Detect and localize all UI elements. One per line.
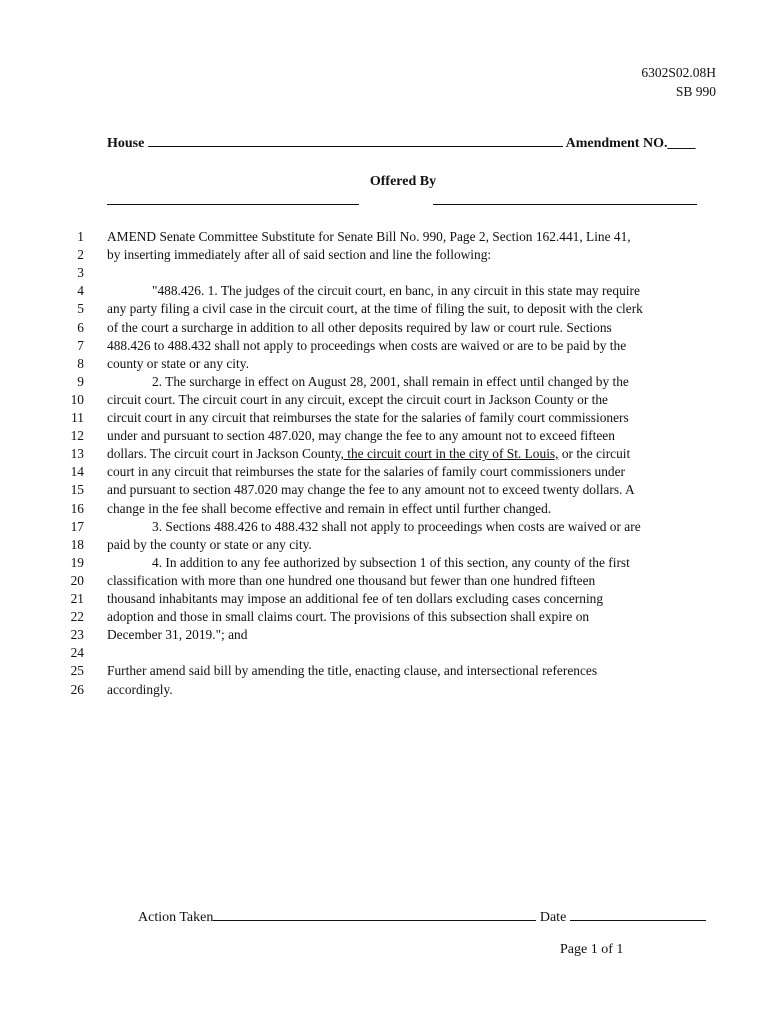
line-number: 23: [70, 627, 84, 642]
line-text: "488.426. 1. The judges of the circuit court, en banc, in any circuit in this state may require: [152, 283, 640, 298]
body-line: [0, 282, 770, 300]
line-text: circuit court in any circuit that reimburses the state for the salaries of family court commissioners: [107, 410, 629, 425]
body-line: [0, 264, 770, 282]
line-text: Further amend said bill by amending the title, enacting clause, and intersectional references: [107, 663, 598, 678]
body-line: [0, 500, 770, 518]
line-text: circuit court. The circuit court in any circuit, except the circuit court in Jackson County or the: [107, 392, 608, 407]
line-number: 19: [70, 555, 84, 570]
body-line: [0, 427, 770, 445]
line-number: 5: [77, 301, 84, 316]
body-line: [0, 246, 770, 264]
body-line: [0, 463, 770, 481]
line-text: December 31, 2019."; and: [107, 627, 248, 642]
body-line: [0, 572, 770, 590]
line-text: adoption and those in small claims court. The provisions of this subsection shall expire on: [107, 609, 590, 624]
line-text-part: or the circuit: [558, 446, 631, 461]
page-number: Page 1 of 1: [560, 942, 624, 957]
action-taken-row: [138, 906, 706, 926]
body-line: [0, 590, 770, 608]
line-number: 17: [70, 519, 84, 534]
line-number: 7: [77, 338, 84, 353]
line-number: 26: [70, 682, 84, 697]
body-line: [0, 662, 770, 680]
line-text: 2. The surcharge in effect on August 28, 2001, shall remain in effect until changed by the: [152, 374, 629, 389]
line-text: change in the fee shall become effective and remain in effect until further changed.: [107, 501, 552, 516]
line-text: court in any circuit that reimburses the state for the salaries of family court commissioners under: [107, 464, 625, 479]
body-line: [0, 536, 770, 554]
body-line: [0, 319, 770, 337]
line-text: any party filing a civil case in the circuit court, at the time of filing the suit, to deposit with the clerk: [107, 301, 643, 316]
line-number: 11: [71, 410, 84, 425]
line-number: 15: [70, 482, 84, 497]
line-number: 21: [70, 591, 84, 606]
house-amendment-row: [107, 136, 713, 152]
date-label: Date: [539, 910, 567, 925]
action-taken-label: Action Taken: [138, 910, 214, 925]
line-number: 24: [70, 645, 84, 660]
body-line: [0, 554, 770, 572]
line-number: 22: [70, 609, 84, 624]
signature-line-right: [433, 204, 697, 205]
action-taken-line: [213, 906, 536, 921]
line-text: paid by the county or state or any city.: [107, 537, 312, 552]
body-line: [0, 626, 770, 644]
house-label: House: [107, 136, 145, 151]
line-text: 3. Sections 488.426 to 488.432 shall not apply to proceedings when costs are waived or are: [152, 519, 641, 534]
body-line: [0, 228, 770, 246]
line-text: [107, 445, 630, 463]
line-number: 12: [70, 428, 84, 443]
line-number: 13: [70, 446, 84, 461]
line-text: AMEND Senate Committee Substitute for Senate Bill No. 990, Page 2, Section 162.441, Line 41,: [107, 229, 631, 244]
body-line: [0, 409, 770, 427]
bill-number: SB 990: [675, 84, 716, 99]
body-line: [0, 644, 770, 662]
body-line: [0, 337, 770, 355]
line-number: 4: [77, 283, 84, 298]
body-line: [0, 481, 770, 499]
body-line: [0, 518, 770, 536]
line-text: thousand inhabitants may impose an additional fee of ten dollars excluding cases concerning: [107, 591, 604, 606]
line-number: 14: [70, 464, 84, 479]
line-number: 9: [77, 374, 84, 389]
line-number: 25: [70, 663, 84, 678]
document-id: 6302S02.08H: [641, 65, 716, 80]
inserted-text: , the circuit court in the city of St. Louis,: [340, 446, 559, 461]
line-number: 18: [70, 537, 84, 552]
line-text: accordingly.: [107, 682, 173, 697]
line-number: 20: [70, 573, 84, 588]
amendment-label: Amendment NO.____: [565, 136, 696, 151]
line-text: 4. In addition to any fee authorized by subsection 1 of this section, any county of the first: [152, 555, 630, 570]
line-text-part: dollars. The circuit court in Jackson County: [107, 446, 341, 461]
signature-line-left: [107, 204, 359, 205]
body-line: [0, 300, 770, 318]
body-line: [0, 373, 770, 391]
line-number: 2: [77, 247, 84, 262]
body-line: [0, 608, 770, 626]
line-text: 488.426 to 488.432 shall not apply to proceedings when costs are waived or are to be paid by the: [107, 338, 627, 353]
line-text: county or state or any city.: [107, 356, 249, 371]
date-line: [570, 906, 706, 921]
line-text: by inserting immediately after all of said section and line the following:: [107, 247, 492, 262]
line-number: 8: [77, 356, 84, 371]
line-text: of the court a surcharge in addition to all other deposits required by law or court rule. Sections: [107, 320, 612, 335]
body-line: [0, 445, 770, 463]
line-text: and pursuant to section 487.020 may change the fee to any amount not to exceed twenty dollars. A: [107, 482, 635, 497]
body-line: [0, 391, 770, 409]
line-number: 6: [77, 320, 84, 335]
line-number: 16: [70, 501, 84, 516]
line-number: 1: [77, 229, 84, 244]
line-number: 3: [77, 265, 84, 280]
house-blank-line: [148, 146, 563, 147]
body-line: [0, 681, 770, 699]
line-number: 10: [70, 392, 84, 407]
line-text: under and pursuant to section 487.020, may change the fee to any amount not to exceed fifteen: [107, 428, 615, 443]
line-text: classification with more than one hundred one thousand but fewer than one hundred fifteen: [107, 573, 596, 588]
offered-by-label: Offered By: [369, 174, 437, 189]
body-line: [0, 355, 770, 373]
